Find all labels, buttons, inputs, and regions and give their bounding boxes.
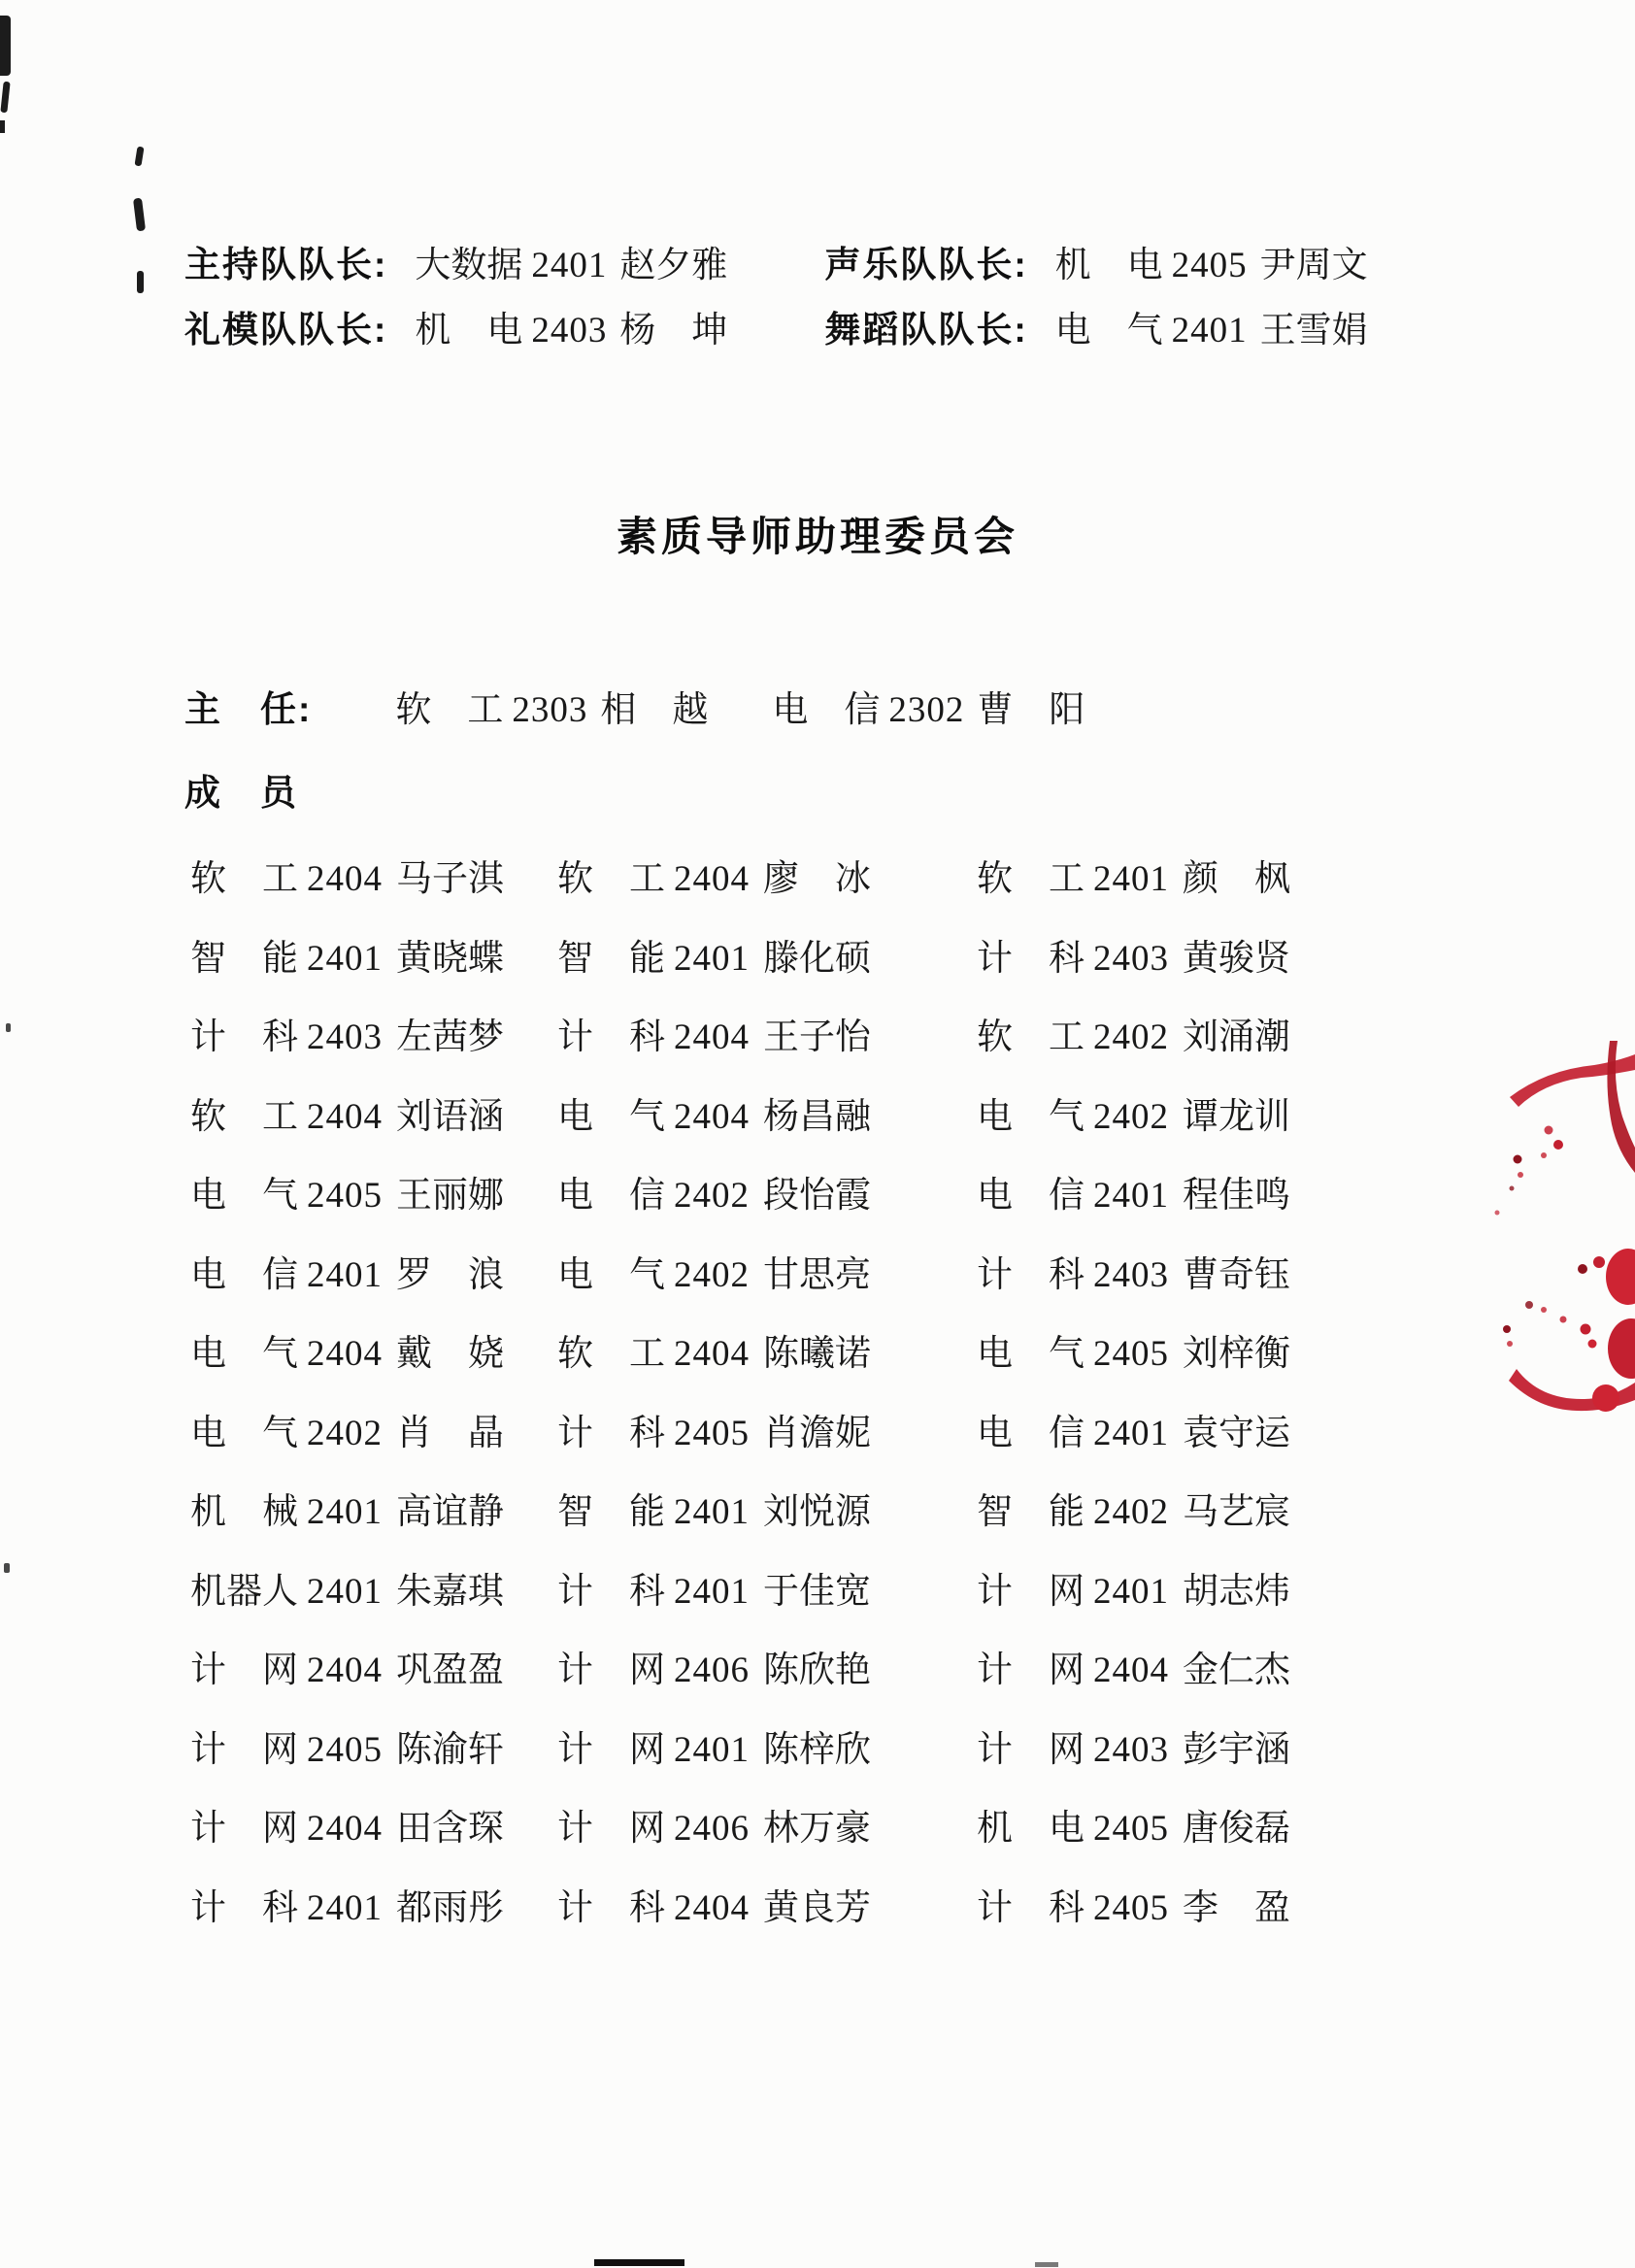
member-entry bbox=[190, 1798, 557, 1878]
leader-pair bbox=[184, 235, 727, 287]
major-text: 电 信 bbox=[190, 1254, 298, 1295]
member-entry bbox=[190, 1482, 557, 1561]
class-number: 2405 bbox=[307, 1176, 383, 1216]
major-text: 计 科 bbox=[190, 1017, 298, 1057]
class-number: 2401 bbox=[307, 1571, 383, 1612]
major-text: 计 网 bbox=[977, 1571, 1084, 1612]
scan-artifact bbox=[134, 147, 144, 167]
member-entry bbox=[190, 1323, 557, 1403]
team-leaders-section bbox=[184, 235, 1368, 365]
major-text: 软 工 bbox=[557, 1334, 665, 1374]
major-text: 电 信 bbox=[977, 1413, 1084, 1453]
class-number: 2401 bbox=[1093, 1413, 1169, 1453]
class-number: 2401 bbox=[307, 1492, 383, 1532]
person-name: 巩盈盈 bbox=[396, 1651, 504, 1690]
leader-role-label: 礼模队队长: bbox=[184, 310, 388, 350]
person-name: 陈梓欣 bbox=[763, 1729, 871, 1770]
member-entry bbox=[557, 928, 977, 1008]
person-name: 肖 晶 bbox=[396, 1413, 504, 1453]
class-number: 2402 bbox=[674, 1254, 750, 1295]
person-name: 黄骏贤 bbox=[1183, 938, 1290, 979]
member-entry bbox=[557, 1165, 977, 1245]
major-text: 电 气 bbox=[557, 1254, 665, 1295]
major-text: 机器人 bbox=[190, 1571, 298, 1612]
person-name: 马艺宸 bbox=[1183, 1492, 1290, 1532]
class-number: 2401 bbox=[1093, 859, 1169, 899]
major-text: 机 械 bbox=[190, 1492, 298, 1532]
leader-entry bbox=[1055, 311, 1368, 350]
class-number: 2403 bbox=[1093, 1254, 1169, 1295]
member-entry bbox=[190, 849, 557, 928]
person-name: 颜 枫 bbox=[1183, 859, 1290, 899]
class-number: 2401 bbox=[1093, 1176, 1169, 1216]
member-entry bbox=[190, 1640, 557, 1719]
major-text: 计 网 bbox=[977, 1729, 1084, 1770]
major-text: 计 网 bbox=[557, 1729, 665, 1770]
class-number: 2406 bbox=[674, 1651, 750, 1690]
red-seal-stamp-icon bbox=[1489, 1027, 1635, 1416]
scan-artifact bbox=[133, 198, 146, 232]
major-text: 计 科 bbox=[557, 1887, 665, 1928]
member-entry bbox=[557, 1640, 977, 1719]
major-text: 计 科 bbox=[190, 1887, 298, 1928]
major-text: 智 能 bbox=[190, 938, 298, 979]
class-number: 2401 bbox=[674, 1492, 750, 1532]
person-name: 戴 娆 bbox=[396, 1334, 504, 1374]
person-name: 金仁杰 bbox=[1183, 1651, 1290, 1690]
class-number: 2404 bbox=[674, 859, 750, 899]
class-number: 2405 bbox=[307, 1729, 383, 1770]
person-name: 王丽娜 bbox=[396, 1176, 504, 1216]
scan-artifact bbox=[0, 16, 11, 76]
class-number: 2401 bbox=[531, 246, 608, 285]
class-number: 2405 bbox=[1093, 1887, 1169, 1928]
member-entry bbox=[977, 1640, 1385, 1719]
member-entry bbox=[190, 1403, 557, 1483]
major-text: 软 工 bbox=[395, 690, 504, 730]
member-entry bbox=[977, 1403, 1385, 1483]
member-entry bbox=[977, 1878, 1385, 1957]
member-entry bbox=[977, 1245, 1385, 1324]
class-number: 2402 bbox=[1093, 1492, 1169, 1532]
leader-pair bbox=[184, 300, 727, 352]
person-name: 都雨彤 bbox=[396, 1887, 504, 1928]
major-text: 计 科 bbox=[977, 1254, 1084, 1295]
class-number: 2404 bbox=[674, 1334, 750, 1374]
major-text: 计 网 bbox=[557, 1651, 665, 1690]
class-number: 2401 bbox=[674, 1571, 750, 1612]
member-entry bbox=[190, 1719, 557, 1799]
member-entry bbox=[557, 1719, 977, 1799]
class-number: 2401 bbox=[674, 938, 750, 979]
class-number: 2401 bbox=[307, 938, 383, 979]
person-name: 黄晓蝶 bbox=[396, 938, 504, 979]
class-number: 2403 bbox=[531, 311, 608, 350]
major-text: 计 科 bbox=[557, 1017, 665, 1057]
major-text: 软 工 bbox=[977, 859, 1084, 899]
major-text: 软 工 bbox=[190, 1096, 298, 1137]
major-text: 计 网 bbox=[190, 1809, 298, 1849]
major-text: 计 网 bbox=[190, 1651, 298, 1690]
person-name: 刘语涵 bbox=[396, 1096, 504, 1137]
member-entry bbox=[557, 849, 977, 928]
class-number: 2401 bbox=[674, 1729, 750, 1770]
member-entry bbox=[190, 1007, 557, 1086]
leader-pair bbox=[727, 300, 1367, 352]
leader-pair bbox=[727, 235, 1367, 287]
class-number: 2403 bbox=[1093, 938, 1169, 979]
person-name: 彭宇涵 bbox=[1183, 1729, 1290, 1770]
major-text: 智 能 bbox=[557, 938, 665, 979]
member-entry bbox=[557, 1245, 977, 1324]
person-name: 朱嘉琪 bbox=[396, 1571, 504, 1612]
person-name: 马子淇 bbox=[396, 859, 504, 899]
class-number: 2302 bbox=[888, 690, 965, 730]
class-number: 2404 bbox=[307, 1096, 383, 1137]
class-number: 2404 bbox=[307, 1651, 383, 1690]
person-name: 于佳宽 bbox=[763, 1571, 871, 1612]
member-entry bbox=[557, 1482, 977, 1561]
member-entry bbox=[977, 849, 1385, 928]
person-name: 王子怡 bbox=[763, 1017, 871, 1057]
scan-artifact bbox=[0, 120, 5, 133]
class-number: 2404 bbox=[1093, 1651, 1169, 1690]
person-name: 相 越 bbox=[600, 690, 709, 730]
major-text: 智 能 bbox=[557, 1492, 665, 1532]
member-entry bbox=[977, 1086, 1385, 1166]
person-name: 左茜梦 bbox=[396, 1017, 504, 1057]
member-entry bbox=[190, 1165, 557, 1245]
leader-line-1 bbox=[184, 235, 1368, 300]
member-entry bbox=[190, 1245, 557, 1324]
person-name: 尹周文 bbox=[1259, 246, 1368, 285]
leader-entry bbox=[1055, 246, 1368, 285]
class-number: 2303 bbox=[512, 690, 588, 730]
major-text: 计 科 bbox=[557, 1571, 665, 1612]
scan-artifact bbox=[0, 82, 10, 114]
person-name: 刘梓衡 bbox=[1183, 1334, 1290, 1374]
person-name: 杨 坤 bbox=[619, 311, 728, 350]
member-entry bbox=[977, 1798, 1385, 1878]
member-entry bbox=[190, 928, 557, 1008]
person-name: 陈渝轩 bbox=[396, 1729, 504, 1770]
major-text: 电 气 bbox=[190, 1176, 298, 1216]
leader-role-label: 主持队队长: bbox=[184, 245, 388, 284]
class-number: 2405 bbox=[1093, 1334, 1169, 1374]
person-name: 程佳鸣 bbox=[1183, 1176, 1290, 1216]
scan-artifact bbox=[137, 271, 144, 293]
member-entry bbox=[557, 1878, 977, 1957]
leader-line-2 bbox=[184, 300, 1368, 365]
class-number: 2406 bbox=[674, 1809, 750, 1849]
class-number: 2404 bbox=[307, 859, 383, 899]
major-text: 电 信 bbox=[557, 1176, 665, 1216]
director-entry bbox=[395, 680, 708, 732]
member-entry bbox=[557, 1403, 977, 1483]
major-text: 机 电 bbox=[1054, 246, 1163, 285]
person-name: 罗 浪 bbox=[396, 1254, 504, 1295]
major-text: 电 气 bbox=[977, 1334, 1084, 1374]
person-name: 廖 冰 bbox=[763, 859, 871, 899]
leader-role-label: 舞蹈队队长: bbox=[824, 310, 1028, 350]
major-text: 电 气 bbox=[190, 1334, 298, 1374]
class-number: 2402 bbox=[674, 1176, 750, 1216]
leader-entry bbox=[415, 311, 727, 350]
person-name: 田含琛 bbox=[396, 1809, 504, 1849]
member-entry bbox=[977, 1719, 1385, 1799]
class-number: 2402 bbox=[307, 1413, 383, 1453]
major-text: 计 科 bbox=[557, 1413, 665, 1453]
class-number: 2404 bbox=[307, 1809, 383, 1849]
person-name: 胡志炜 bbox=[1183, 1571, 1290, 1612]
director-line bbox=[184, 680, 1084, 732]
member-entry bbox=[557, 1323, 977, 1403]
class-number: 2403 bbox=[1093, 1729, 1169, 1770]
committee-title: 素质导师助理委员会 bbox=[616, 514, 1018, 559]
members-heading: 成 员 bbox=[184, 773, 298, 813]
member-entry bbox=[977, 1323, 1385, 1403]
class-number: 2401 bbox=[1171, 311, 1248, 350]
members-grid bbox=[190, 849, 1385, 1956]
major-text: 电 气 bbox=[977, 1096, 1084, 1137]
member-entry bbox=[977, 928, 1385, 1008]
major-text: 电 气 bbox=[190, 1413, 298, 1453]
major-text: 电 气 bbox=[557, 1096, 665, 1137]
class-number: 2405 bbox=[1093, 1809, 1169, 1849]
person-name: 甘思亮 bbox=[763, 1254, 871, 1295]
person-name: 王雪娟 bbox=[1259, 311, 1368, 350]
person-name: 肖澹妮 bbox=[763, 1413, 871, 1453]
major-text: 计 网 bbox=[977, 1651, 1084, 1690]
major-text: 智 能 bbox=[977, 1492, 1084, 1532]
major-text: 软 工 bbox=[977, 1017, 1084, 1057]
person-name: 谭龙训 bbox=[1183, 1096, 1290, 1137]
scan-artifact bbox=[6, 1023, 11, 1032]
major-text: 电 信 bbox=[977, 1176, 1084, 1216]
person-name: 刘悦源 bbox=[763, 1492, 871, 1532]
major-text: 计 网 bbox=[557, 1809, 665, 1849]
person-name: 林万豪 bbox=[763, 1809, 871, 1849]
person-name: 陈曦诺 bbox=[763, 1334, 871, 1374]
class-number: 2402 bbox=[1093, 1017, 1169, 1057]
person-name: 黄良芳 bbox=[763, 1887, 871, 1928]
major-text: 计 网 bbox=[190, 1729, 298, 1770]
class-number: 2402 bbox=[1093, 1096, 1169, 1137]
class-number: 2404 bbox=[674, 1887, 750, 1928]
class-number: 2404 bbox=[674, 1096, 750, 1137]
leader-entry bbox=[415, 246, 727, 285]
class-number: 2401 bbox=[1093, 1571, 1169, 1612]
director-role-label: 主 任: bbox=[184, 689, 313, 729]
member-entry bbox=[557, 1561, 977, 1641]
person-name: 曹奇钰 bbox=[1183, 1254, 1290, 1295]
person-name: 段怡霞 bbox=[763, 1176, 871, 1216]
member-entry bbox=[977, 1482, 1385, 1561]
person-name: 袁守运 bbox=[1183, 1413, 1290, 1453]
person-name: 陈欣艳 bbox=[763, 1651, 871, 1690]
member-entry bbox=[977, 1561, 1385, 1641]
person-name: 曹 阳 bbox=[977, 690, 1085, 730]
leader-role-label: 声乐队队长: bbox=[824, 245, 1028, 284]
member-entry bbox=[557, 1086, 977, 1166]
member-entry bbox=[190, 1086, 557, 1166]
class-number: 2405 bbox=[1171, 246, 1248, 285]
class-number: 2401 bbox=[307, 1254, 383, 1295]
person-name: 杨昌融 bbox=[763, 1096, 871, 1137]
class-number: 2401 bbox=[307, 1887, 383, 1928]
person-name: 李 盈 bbox=[1183, 1887, 1290, 1928]
major-text: 软 工 bbox=[557, 859, 665, 899]
member-entry bbox=[557, 1798, 977, 1878]
scan-artifact bbox=[1035, 2262, 1058, 2267]
major-text: 软 工 bbox=[190, 859, 298, 899]
class-number: 2405 bbox=[674, 1413, 750, 1453]
major-text: 电 信 bbox=[772, 690, 881, 730]
member-entry bbox=[557, 1007, 977, 1086]
person-name: 唐俊磊 bbox=[1183, 1809, 1290, 1849]
class-number: 2404 bbox=[674, 1017, 750, 1057]
class-number: 2404 bbox=[307, 1334, 383, 1374]
person-name: 赵夕雅 bbox=[619, 246, 728, 285]
scan-artifact bbox=[594, 2259, 684, 2266]
member-entry bbox=[977, 1007, 1385, 1086]
major-text: 机 电 bbox=[977, 1809, 1084, 1849]
member-entry bbox=[977, 1165, 1385, 1245]
member-entry bbox=[190, 1878, 557, 1957]
major-text: 计 科 bbox=[977, 1887, 1084, 1928]
class-number: 2403 bbox=[307, 1017, 383, 1057]
major-text: 大数据 bbox=[415, 246, 523, 285]
person-name: 滕化硕 bbox=[763, 938, 871, 979]
person-name: 刘涌潮 bbox=[1183, 1017, 1290, 1057]
major-text: 计 科 bbox=[977, 938, 1084, 979]
person-name: 高谊静 bbox=[396, 1492, 504, 1532]
director-entry bbox=[772, 680, 1084, 732]
scan-artifact bbox=[4, 1563, 10, 1573]
major-text: 电 气 bbox=[1054, 311, 1163, 350]
member-entry bbox=[190, 1561, 557, 1641]
major-text: 机 电 bbox=[415, 311, 523, 350]
